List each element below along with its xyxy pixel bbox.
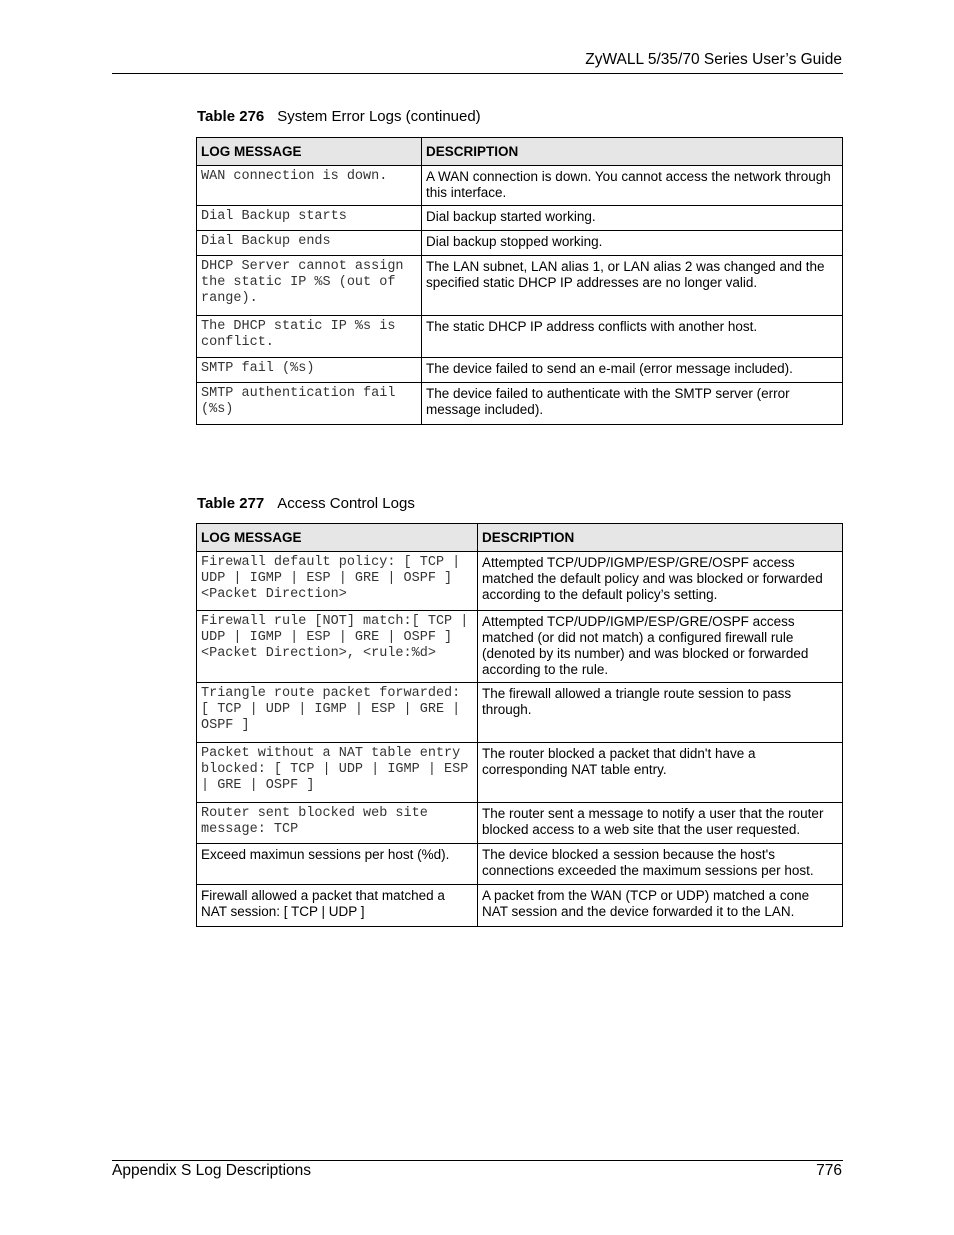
log-message-cell: DHCP Server cannot assign the static IP %S (out of range).	[197, 256, 422, 316]
table-row	[197, 683, 843, 743]
description-cell: The firewall allowed a triangle route session to pass through.	[478, 683, 843, 743]
description-cell: The LAN subnet, LAN alias 1, or LAN alias 2 was changed and the specified static DHCP IP addresses are no longer valid.	[422, 256, 843, 316]
log-message-cell: Packet without a NAT table entry blocked: [ TCP | UDP | IGMP | ESP | GRE | OSPF ]	[197, 743, 478, 803]
table-277-number: Table 277	[197, 495, 265, 512]
table-row	[197, 358, 843, 383]
log-message-cell: Dial Backup starts	[197, 206, 422, 231]
table-277-title: Access Control Logs	[277, 495, 415, 512]
log-message-cell: Firewall default policy: [ TCP | UDP | IGMP | ESP | GRE | OSPF ] <Packet Direction>	[197, 552, 478, 611]
table-276-number: Table 276	[197, 108, 265, 125]
table-row	[197, 383, 843, 425]
table-row	[197, 231, 843, 256]
description-cell: Dial backup started working.	[422, 206, 843, 231]
log-message-cell: SMTP fail (%s)	[197, 358, 422, 383]
log-message-cell: Dial Backup ends	[197, 231, 422, 256]
table-276-caption	[197, 108, 481, 125]
page-number: 776	[816, 1162, 842, 1179]
table-row	[197, 166, 843, 206]
log-message-cell: Router sent blocked web site message: TCP	[197, 803, 478, 844]
table-header-row	[197, 524, 843, 552]
column-header-description: DESCRIPTION	[422, 138, 843, 166]
description-cell: A packet from the WAN (TCP or UDP) matched a cone NAT session and the device forwarded it to the LAN.	[478, 885, 843, 927]
log-message-cell: Firewall allowed a packet that matched a NAT session: [ TCP | UDP ]	[197, 885, 478, 927]
column-header-log-message: LOG MESSAGE	[197, 524, 478, 552]
table-276-title: System Error Logs (continued)	[277, 108, 481, 125]
table-row	[197, 256, 843, 316]
table-row	[197, 611, 843, 683]
log-message-cell: Firewall rule [NOT] match:[ TCP | UDP | IGMP | ESP | GRE | OSPF ] <Packet Direction>, <rule:%d>	[197, 611, 478, 683]
column-header-log-message: LOG MESSAGE	[197, 138, 422, 166]
description-cell: Attempted TCP/UDP/IGMP/ESP/GRE/OSPF access matched the default policy and was blocked or forwarded according to the default policy’s setting.	[478, 552, 843, 611]
log-message-cell: Triangle route packet forwarded: [ TCP | UDP | IGMP | ESP | GRE | OSPF ]	[197, 683, 478, 743]
footer-divider	[112, 1160, 843, 1161]
table-row	[197, 743, 843, 803]
table-header-row	[197, 138, 843, 166]
table-row	[197, 206, 843, 231]
table-row	[197, 885, 843, 927]
description-cell: A WAN connection is down. You cannot access the network through this interface.	[422, 166, 843, 206]
description-cell: Dial backup stopped working.	[422, 231, 843, 256]
log-message-cell: The DHCP static IP %s is conflict.	[197, 316, 422, 358]
access-control-logs-table	[196, 523, 843, 927]
table-row	[197, 316, 843, 358]
table-row	[197, 552, 843, 611]
description-cell: The router blocked a packet that didn't have a corresponding NAT table entry.	[478, 743, 843, 803]
running-header: ZyWALL 5/35/70 Series User’s Guide	[585, 51, 842, 68]
description-cell: The static DHCP IP address conflicts with another host.	[422, 316, 843, 358]
table-row	[197, 844, 843, 885]
description-cell: The device failed to authenticate with the SMTP server (error message included).	[422, 383, 843, 425]
column-header-description: DESCRIPTION	[478, 524, 843, 552]
description-cell: The device failed to send an e-mail (error message included).	[422, 358, 843, 383]
table-row	[197, 803, 843, 844]
log-message-cell: WAN connection is down.	[197, 166, 422, 206]
system-error-logs-table	[196, 137, 843, 425]
table-277-caption	[197, 495, 415, 512]
description-cell: The device blocked a session because the host's connections exceeded the maximum sessions per host.	[478, 844, 843, 885]
log-message-cell: Exceed maximun sessions per host (%d).	[197, 844, 478, 885]
header-divider	[112, 73, 843, 74]
description-cell: Attempted TCP/UDP/IGMP/ESP/GRE/OSPF access matched (or did not match) a configured firewall rule (denoted by its number) and was blocked or forwarded according to the rule.	[478, 611, 843, 683]
description-cell: The router sent a message to notify a user that the router blocked access to a web site that the user requested.	[478, 803, 843, 844]
footer-section-title: Appendix S Log Descriptions	[112, 1162, 312, 1179]
log-message-cell: SMTP authentication fail (%s)	[197, 383, 422, 425]
